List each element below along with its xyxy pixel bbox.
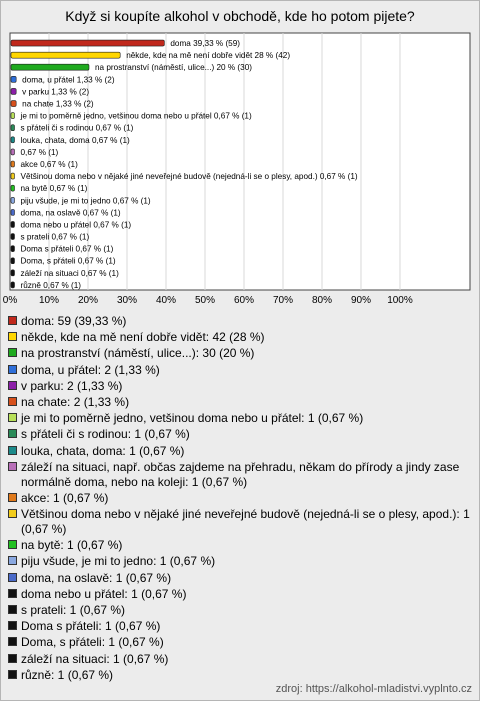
legend-label: s přáteli či s rodinou: 1 (0,67 %) (21, 427, 190, 442)
bar (11, 173, 15, 179)
bar (11, 209, 15, 215)
legend-swatch (8, 381, 17, 390)
chart-title: Když si koupíte alkohol v obchodě, kde ho potom pijete? (65, 8, 415, 24)
legend-item (8, 652, 474, 667)
x-tick-label: 90% (350, 295, 371, 306)
legend-item (8, 635, 474, 650)
x-tick-label: 30% (116, 295, 138, 306)
bar-label: akce 0,67 % (1) (20, 159, 78, 169)
legend-swatch (8, 429, 17, 438)
bar (11, 258, 15, 264)
legend (8, 314, 474, 684)
bar-label: doma nebo u přátel 0,67 % (1) (20, 220, 132, 230)
bar-label: doma, u přátel 1,33 % (2) (22, 75, 115, 85)
legend-item (8, 554, 474, 569)
legend-label: doma, na oslavě: 1 (0,67 %) (21, 570, 172, 585)
x-tick-label: 10% (38, 295, 60, 306)
legend-swatch (8, 413, 17, 422)
legend-label: Většinou doma nebo v nějaké jiné neveřejné budově (nejedná-li se o plesy, apod.): 1 (0,67 %) (21, 507, 470, 537)
bar-label: různě 0,67 % (1) (20, 280, 82, 290)
legend-item (8, 619, 474, 634)
legend-swatch (8, 446, 17, 455)
bar-label: 0,67 % (1) (20, 147, 59, 157)
bar-label: piju všude, je mi to jedno 0,67 % (1) (20, 196, 151, 206)
bar-chart (0, 0, 480, 310)
legend-label: je mi to poměrně jedno, vetšinou doma nebo u přátel: 1 (0,67 %) (21, 411, 364, 426)
bar (11, 52, 120, 58)
legend-swatch (8, 670, 17, 679)
bar (11, 149, 15, 155)
bar-label: záleží na situaci 0,67 % (1) (20, 268, 119, 278)
legend-label: na chate: 2 (1,33 %) (21, 394, 130, 409)
legend-swatch (8, 348, 17, 357)
legend-item (8, 507, 474, 537)
bar-label: Doma s přáteli 0,67 % (1) (20, 244, 114, 254)
bar (11, 76, 16, 82)
legend-label: někde, kde na mě není dobře vidět: 42 (28 %) (21, 330, 265, 345)
legend-item (8, 314, 474, 329)
legend-item (8, 363, 474, 378)
legend-label: doma: 59 (39,33 %) (21, 314, 127, 328)
legend-label: na bytě: 1 (0,67 %) (21, 538, 123, 553)
legend-label: louka, chata, doma: 1 (0,67 %) (21, 443, 185, 458)
x-tick-label: 60% (233, 295, 255, 306)
legend-swatch (8, 605, 17, 614)
legend-label: s prateli: 1 (0,67 %) (21, 603, 126, 617)
legend-label: různě: 1 (0,67 %) (21, 667, 114, 682)
bar (11, 161, 15, 167)
legend-swatch (8, 365, 17, 374)
bar-label: na prostranství (náměstí, ulice...) 20 % (30) (94, 63, 252, 73)
legend-swatch (8, 316, 17, 325)
bar-label: louka, chata, doma 0,67 % (1) (20, 135, 130, 145)
legend-swatch (8, 621, 17, 630)
bar (11, 64, 89, 70)
bar (11, 137, 15, 143)
legend-item (8, 491, 474, 506)
source-note: zdroj: https://alkohol-mladistvi.vyplnto.cz (275, 683, 472, 695)
legend-item (8, 330, 474, 345)
legend-item (8, 444, 474, 459)
bar-label: na chate 1,33 % (2) (22, 99, 94, 109)
legend-item (8, 538, 474, 553)
legend-label: piju všude, je mi to jedno: 1 (0,67 %) (21, 554, 216, 569)
bar (11, 197, 15, 203)
legend-item (8, 571, 474, 586)
bar (11, 234, 15, 240)
x-tick-label: 20% (77, 295, 99, 306)
legend-label: doma nebo u přátel: 1 (0,67 %) (21, 586, 187, 601)
bar (11, 246, 15, 252)
legend-label: záleží na situaci: 1 (0,67 %) (21, 651, 169, 666)
legend-item (8, 668, 474, 683)
legend-swatch (8, 332, 17, 341)
bar-label: Doma, s přáteli 0,67 % (1) (20, 256, 116, 266)
legend-swatch (8, 540, 17, 549)
bar (11, 101, 16, 107)
legend-swatch (8, 397, 17, 406)
bar-label: Většinou doma nebo v nějaké jiné neveřejné budově (nejedná-li se o plesy, apod.) 0,67 % (1) (20, 172, 358, 182)
bar (11, 113, 15, 119)
x-tick-label: 70% (272, 295, 293, 306)
legend-swatch (8, 654, 17, 663)
bar-label: doma, na oslavě 0,67 % (1) (20, 208, 121, 218)
bar-label: s přáteli či s rodinou 0,67 % (1) (20, 123, 134, 133)
legend-item (8, 346, 474, 361)
bar (11, 185, 15, 191)
bar-label: někde, kde na mě není dobře vidět 28 % (42) (126, 51, 291, 61)
bar (11, 221, 15, 227)
legend-label: v parku: 2 (1,33 %) (21, 378, 123, 393)
x-tick-label: 0% (2, 295, 18, 306)
legend-swatch (8, 509, 17, 518)
x-tick-label: 100% (387, 295, 413, 306)
bar (11, 270, 15, 276)
bar-label: v parku 1,33 % (2) (22, 87, 90, 97)
bar-label: je mi to poměrně jedno, vetšinou doma nebo u přátel 0,67 % (1) (20, 111, 252, 121)
legend-item (8, 603, 474, 618)
x-tick-label: 40% (155, 295, 177, 306)
legend-item (8, 395, 474, 410)
bar (11, 88, 16, 94)
bar-label: na bytě 0,67 % (1) (20, 184, 88, 194)
legend-item (8, 587, 474, 602)
legend-item (8, 460, 474, 490)
legend-item (8, 379, 474, 394)
legend-label: Doma s přáteli: 1 (0,67 %) (21, 619, 161, 634)
bar-label: doma 39,33 % (59) (170, 39, 241, 49)
x-tick-label: 50% (194, 295, 216, 306)
legend-item (8, 411, 474, 426)
legend-label: na prostranství (náměstí, ulice...): 30 (20 %) (21, 346, 255, 361)
bar (11, 125, 15, 131)
bar (11, 40, 164, 46)
legend-swatch (8, 573, 17, 582)
bar-label: s prateli 0,67 % (1) (20, 232, 90, 242)
legend-swatch (8, 556, 17, 565)
legend-label: záleží na situaci, např. občas zajdeme na přehradu, někam do přírody a jindy zase normálně doma, nebo na koleji: 1 (0,67 %) (21, 459, 460, 489)
legend-swatch (8, 637, 17, 646)
legend-label: Doma, s přáteli: 1 (0,67 %) (21, 635, 164, 650)
legend-swatch (8, 589, 17, 598)
legend-label: doma, u přátel: 2 (1,33 %) (21, 362, 160, 377)
legend-swatch (8, 493, 17, 502)
legend-swatch (8, 462, 17, 471)
legend-item (8, 427, 474, 442)
legend-label: akce: 1 (0,67 %) (21, 490, 109, 505)
x-tick-label: 80% (311, 295, 332, 306)
bar (11, 282, 15, 288)
